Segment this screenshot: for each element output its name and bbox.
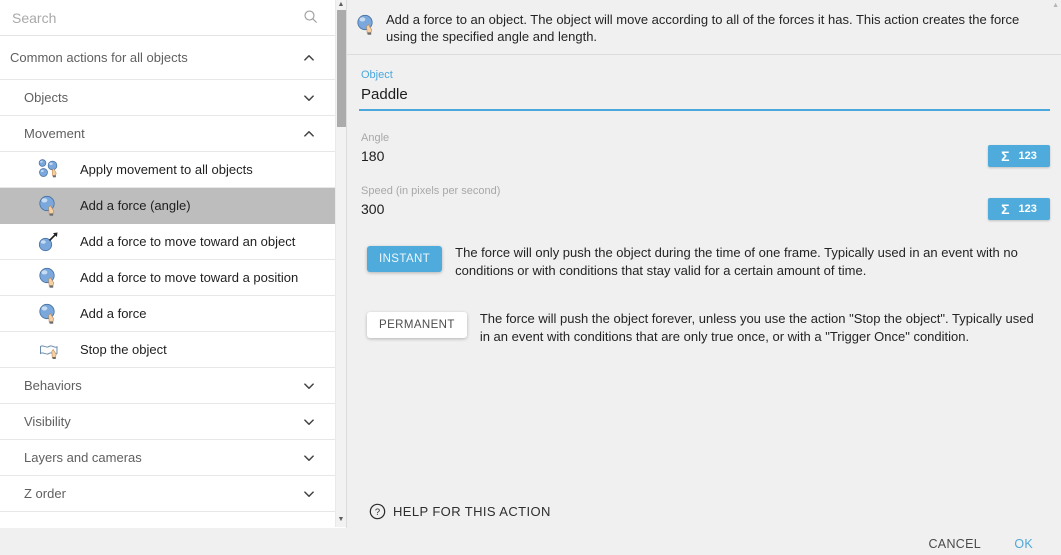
speed-field[interactable] [359, 185, 1050, 217]
angle-field-label: Angle [361, 132, 390, 144]
object-field[interactable] [359, 69, 1050, 111]
action-item-label: Stop the object [80, 342, 167, 357]
action-parameters-panel [346, 0, 1061, 528]
instant-option-row [367, 246, 1045, 280]
ok-button[interactable]: OK [1008, 533, 1039, 555]
sidebar-section-z-order[interactable] [0, 476, 346, 512]
stop-object-icon [37, 338, 61, 362]
sidebar-scrollbar[interactable] [335, 0, 346, 527]
chevron-down-icon [300, 89, 318, 107]
expression-button-label: 123 [1018, 149, 1037, 162]
action-item-label: Apply movement to all objects [80, 162, 253, 177]
sidebar-section-common-actions[interactable] [0, 36, 346, 80]
expression-editor-button[interactable] [988, 198, 1050, 220]
action-item-label: Add a force to move toward an object [80, 234, 296, 249]
action-item-label: Add a force (angle) [80, 198, 191, 213]
sidebar-section-objects[interactable] [0, 80, 346, 116]
expression-button-label: 123 [1018, 202, 1037, 215]
sidebar-section-visibility[interactable] [0, 404, 346, 440]
help-link[interactable] [369, 503, 551, 520]
section-label: Visibility [24, 414, 71, 429]
section-label: Objects [24, 90, 69, 105]
chevron-up-icon [300, 125, 318, 143]
action-item-apply-movement[interactable] [0, 152, 346, 188]
expression-editor-button[interactable] [988, 145, 1050, 167]
scroll-up-arrow[interactable]: ▲ [337, 1, 345, 8]
search-row [0, 0, 346, 36]
help-label: HELP FOR THIS ACTION [393, 504, 551, 519]
sidebar-bottom-padding [0, 512, 346, 526]
action-item-stop-object[interactable] [0, 332, 346, 368]
angle-field-value[interactable]: 180 [361, 148, 385, 164]
action-description: Add a force to an object. The object will move according to all of the forces it has. This action creates the force using the specified angle and length. [386, 12, 1020, 44]
action-description-row [347, 0, 1061, 54]
force-toward-object-icon [37, 230, 61, 254]
sigma-icon: Σ [1001, 201, 1010, 217]
action-item-label: Add a force [80, 306, 147, 321]
search-icon [302, 8, 320, 26]
section-label: Z order [24, 486, 66, 501]
section-label: Layers and cameras [24, 450, 142, 465]
instant-description: The force will only push the object during the time of one frame. Typically used in an event with no conditions or with conditions that stay valid for a certain amount of time. [455, 245, 1018, 278]
field-underline [359, 109, 1050, 111]
permanent-button[interactable]: PERMANENT [367, 312, 467, 338]
permanent-description: The force will push the object forever, unless you use the action "Stop the object". Typically used in an event with conditions that are only true once, or with a "Trigger Once" condition. [479, 311, 1034, 344]
scroll-down-arrow[interactable]: ▼ [337, 516, 345, 523]
chevron-down-icon [300, 449, 318, 467]
speed-field-label: Speed (in pixels per second) [361, 185, 501, 197]
action-item-add-force[interactable] [0, 296, 346, 332]
speed-field-value[interactable]: 300 [361, 201, 385, 217]
sidebar-section-movement[interactable] [0, 116, 346, 152]
apply-movement-icon [37, 158, 61, 182]
section-label: Common actions for all objects [10, 50, 188, 65]
chevron-down-icon [300, 413, 318, 431]
action-item-label: Add a force to move toward a position [80, 270, 299, 285]
dialog-footer [0, 528, 1061, 555]
add-force-angle-icon [37, 194, 61, 218]
object-field-value[interactable]: Paddle [361, 86, 408, 103]
permanent-option-row [367, 312, 1045, 346]
chevron-down-icon [300, 377, 318, 395]
help-icon [369, 503, 386, 520]
add-force-angle-icon [355, 12, 379, 38]
angle-field[interactable] [359, 132, 1050, 164]
sidebar-section-layers-cameras[interactable] [0, 440, 346, 476]
action-item-add-force-angle[interactable] [0, 188, 346, 224]
divider [347, 54, 1061, 55]
svg-text:?: ? [374, 506, 381, 518]
section-label: Movement [24, 126, 85, 141]
cancel-button[interactable]: CANCEL [922, 533, 987, 555]
action-item-force-toward-object[interactable] [0, 224, 346, 260]
chevron-down-icon [300, 485, 318, 503]
instant-button[interactable]: INSTANT [367, 246, 442, 272]
scrollbar-thumb[interactable] [337, 10, 346, 127]
object-field-label: Object [361, 69, 393, 81]
chevron-up-icon [300, 49, 318, 67]
sidebar-section-behaviors[interactable] [0, 368, 346, 404]
action-item-force-toward-position[interactable] [0, 260, 346, 296]
section-label: Behaviors [24, 378, 82, 393]
force-toward-position-icon [37, 266, 61, 290]
action-list-sidebar [0, 0, 346, 528]
sigma-icon: Σ [1001, 148, 1010, 164]
search-input[interactable] [0, 3, 292, 33]
add-force-icon [37, 302, 61, 326]
scroll-up-arrow: ▲ [1052, 2, 1059, 9]
